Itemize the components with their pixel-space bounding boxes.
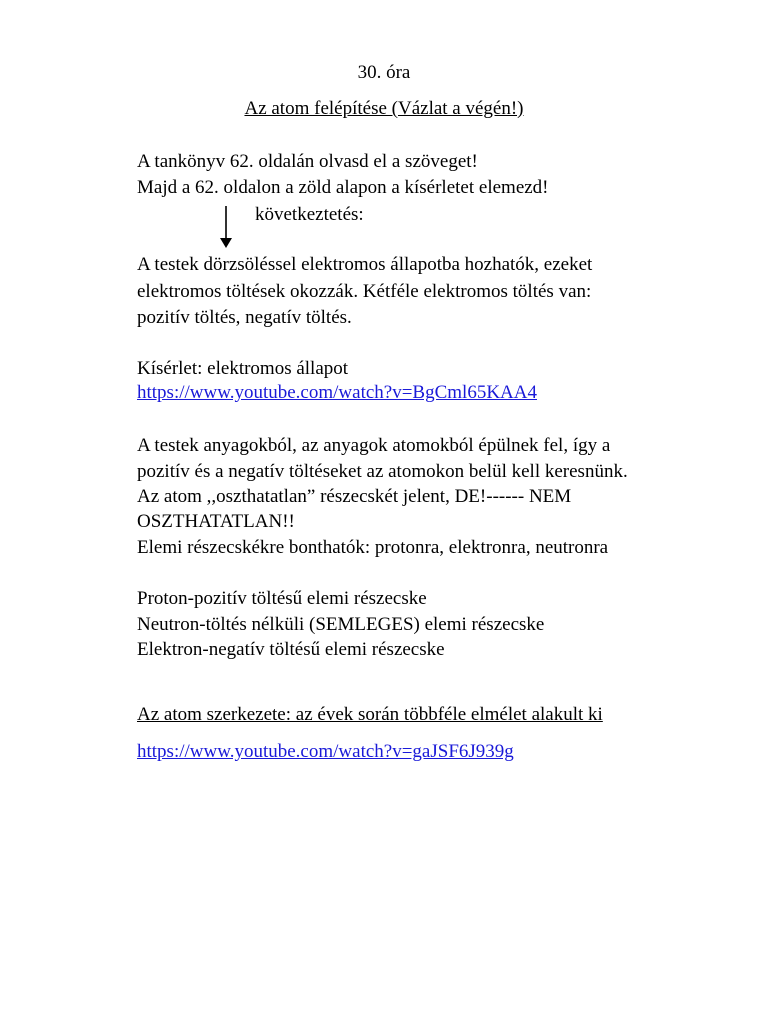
paragraph-1-line-2: elektromos töltések okozzák. Kétféle elektromos töltés van:	[137, 281, 592, 302]
paragraph-2-line-2: pozitív és a negatív töltéseket az atomokon belül kell keresnünk.	[137, 461, 628, 482]
structure-video-link[interactable]: https://www.youtube.com/watch?v=gaJSF6J939g	[137, 741, 514, 762]
structure-link-row	[137, 740, 514, 764]
paragraph-2-line-1: A testek anyagokból, az anyagok atomokból épülnek fel, így a	[137, 435, 611, 456]
paragraph-1-line-3: pozitív töltés, negatív töltés.	[137, 307, 352, 328]
paragraph-2-line-4: OSZTHATATLAN!!	[137, 511, 295, 532]
intro-line-2: Majd a 62. oldalon a zöld alapon a kísérletet elemezd!	[137, 177, 549, 198]
paragraph-1-line-1: A testek dörzsöléssel elektromos állapotba hozhatók, ezeket	[137, 254, 593, 275]
particle-neutron: Neutron-töltés nélküli (SEMLEGES) elemi részecske	[137, 614, 545, 635]
page-title: Az atom felépítése (Vázlat a végén!)	[244, 98, 524, 119]
intro-line-1: A tankönyv 62. oldalán olvasd el a szöveget!	[137, 151, 478, 172]
experiment-video-link[interactable]: https://www.youtube.com/watch?v=BgCml65KAA4	[137, 382, 538, 403]
lesson-number: 30. óra	[357, 62, 411, 83]
experiment-label: Kísérlet: elektromos állapot	[137, 358, 349, 379]
paragraph-2-line-3: Az atom ,,oszthatatlan” részecskét jelent, DE!------ NEM	[137, 486, 572, 507]
particle-proton: Proton-pozitív töltésű elemi részecske	[137, 588, 427, 609]
particle-electron: Elektron-negatív töltésű elemi részecske	[137, 639, 445, 660]
down-arrow-icon	[219, 206, 233, 248]
experiment-link-row	[137, 381, 537, 405]
conclusion-label: következtetés:	[255, 204, 364, 225]
paragraph-2-line-5: Elemi részecskékre bonthatók: protonra, elektronra, neutronra	[137, 537, 609, 558]
structure-heading: Az atom szerkezete: az évek során többféle elmélet alakult ki	[137, 704, 603, 725]
